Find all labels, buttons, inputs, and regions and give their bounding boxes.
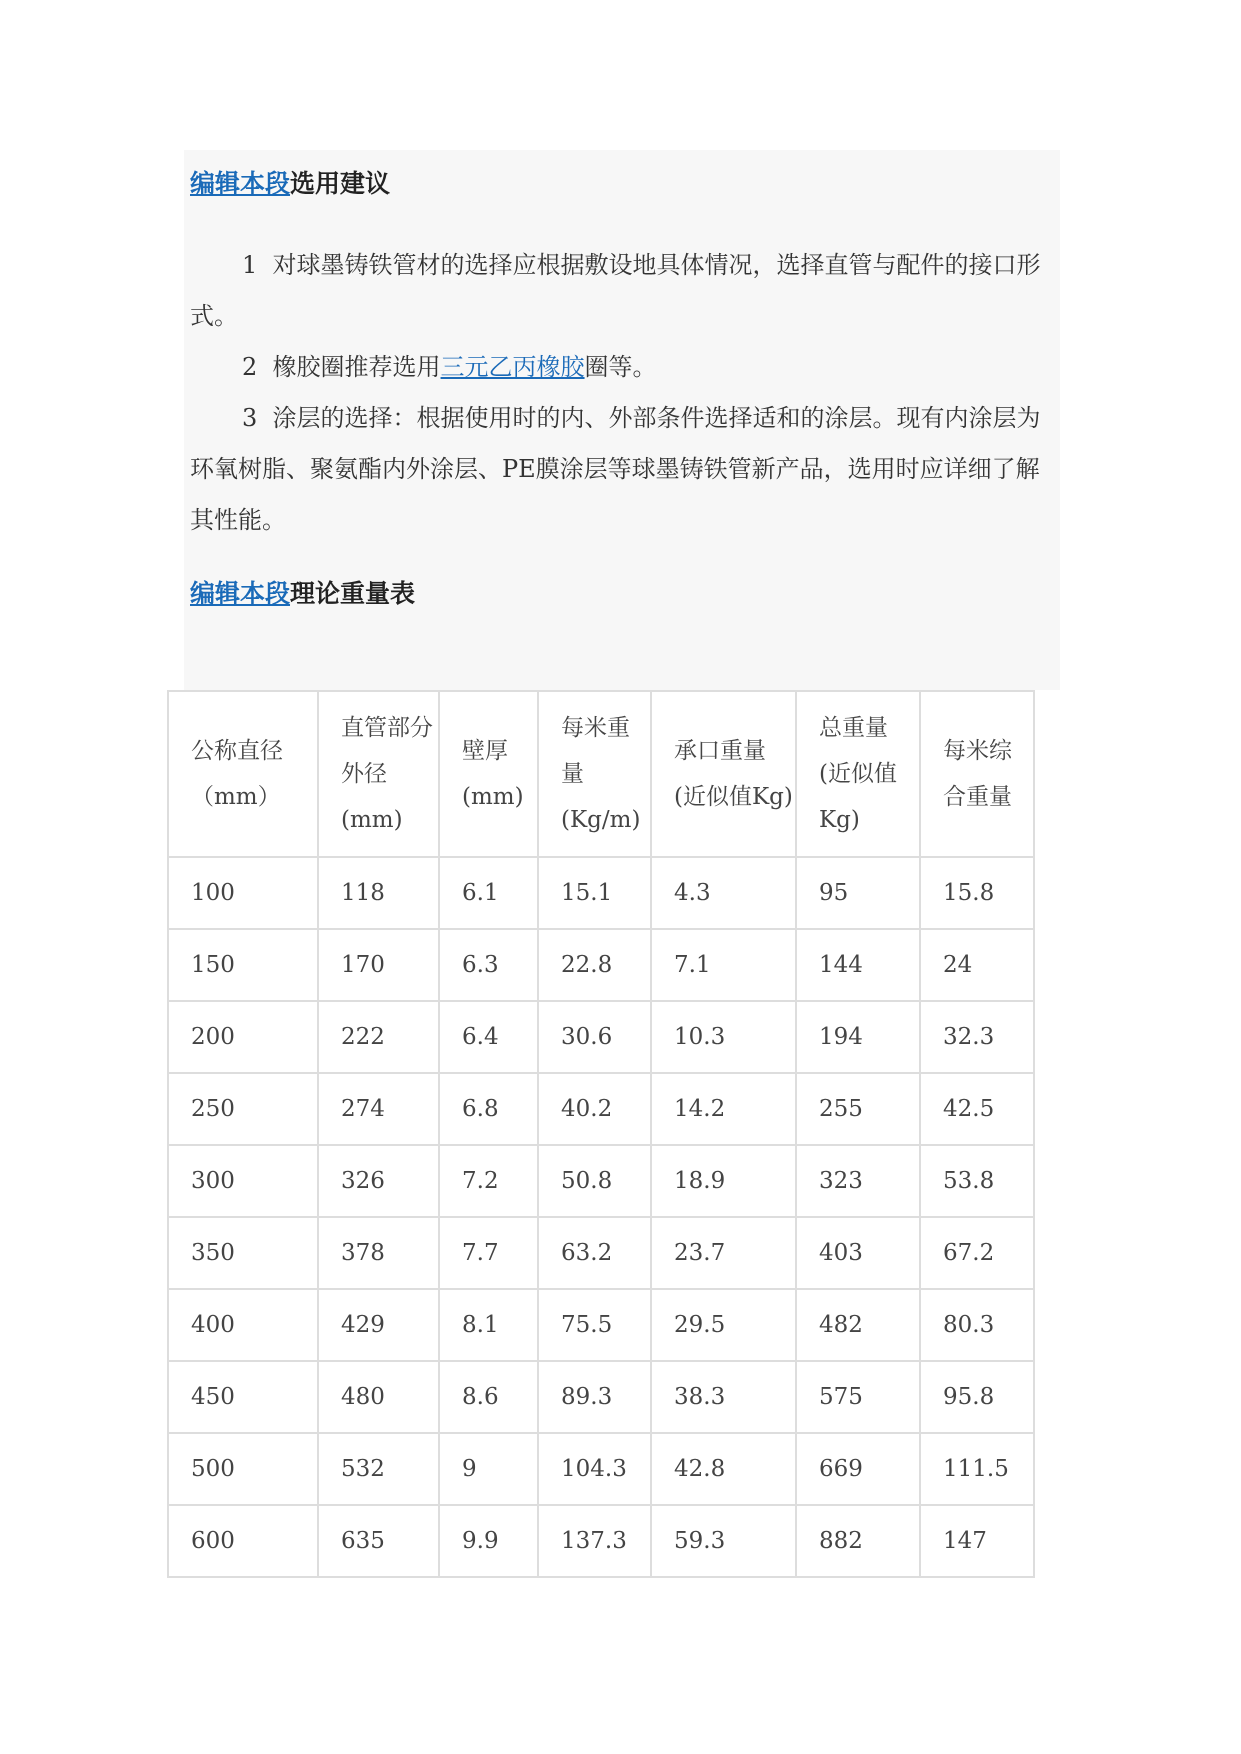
table-cell: 9: [439, 1433, 538, 1505]
edit-section-link[interactable]: 编辑本段: [190, 579, 291, 608]
table-cell: 50.8: [538, 1145, 651, 1217]
table-cell: 118: [318, 857, 439, 929]
table-row: [168, 1289, 1034, 1361]
recommendation-item-1: [190, 240, 1056, 342]
table-cell: 89.3: [538, 1361, 651, 1433]
table-cell: 378: [318, 1217, 439, 1289]
table-cell: 4.3: [651, 857, 796, 929]
table-cell: 104.3: [538, 1433, 651, 1505]
table-cell: 450: [168, 1361, 318, 1433]
table-cell: 170: [318, 929, 439, 1001]
table-cell: 100: [168, 857, 318, 929]
table-cell: 95: [796, 857, 920, 929]
header-socket-weight: 承口重量(近似值Kg): [651, 691, 796, 857]
table-cell: 6.3: [439, 929, 538, 1001]
table-cell: 6.8: [439, 1073, 538, 1145]
item-text-before: 橡胶圈推荐选用: [272, 353, 441, 381]
header-wall-thickness: 壁厚(mm): [439, 691, 538, 857]
table-cell: 137.3: [538, 1505, 651, 1577]
table-row: [168, 1217, 1034, 1289]
table-cell: 6.1: [439, 857, 538, 929]
table-body: [168, 857, 1034, 1577]
table-cell: 429: [318, 1289, 439, 1361]
table-row: [168, 1073, 1034, 1145]
table-cell: 22.8: [538, 929, 651, 1001]
item-text: 涂层的选择：根据使用时的内、外部条件选择适和的涂层。现有内涂层为环氧树脂、聚氨酯内外涂层、PE膜涂层等球墨铸铁管新产品，选用时应详细了解其性能。: [190, 404, 1041, 534]
table-cell: 482: [796, 1289, 920, 1361]
table-cell: 144: [796, 929, 920, 1001]
table-cell: 38.3: [651, 1361, 796, 1433]
table-cell: 250: [168, 1073, 318, 1145]
table-cell: 8.6: [439, 1361, 538, 1433]
table-cell: 500: [168, 1433, 318, 1505]
table-cell: 95.8: [920, 1361, 1034, 1433]
table-cell: 111.5: [920, 1433, 1034, 1505]
table-cell: 7.7: [439, 1217, 538, 1289]
table-cell: 300: [168, 1145, 318, 1217]
table-cell: 403: [796, 1217, 920, 1289]
header-weight-per-meter: 每米重量(Kg/m): [538, 691, 651, 857]
table-cell: 255: [796, 1073, 920, 1145]
table-cell: 14.2: [651, 1073, 796, 1145]
item-number: 3: [242, 404, 258, 432]
theoretical-weight-table: [167, 690, 1035, 1578]
section-heading-weight-table: [190, 578, 415, 610]
table-cell: 6.4: [439, 1001, 538, 1073]
table-cell: 15.8: [920, 857, 1034, 929]
table-cell: 7.1: [651, 929, 796, 1001]
table-cell: 480: [318, 1361, 439, 1433]
table-cell: 15.1: [538, 857, 651, 929]
recommendation-item-3: [190, 393, 1056, 546]
table-cell: 18.9: [651, 1145, 796, 1217]
table-cell: 7.2: [439, 1145, 538, 1217]
table-row: [168, 1001, 1034, 1073]
table-cell: 194: [796, 1001, 920, 1073]
table-row: [168, 1505, 1034, 1577]
table-cell: 882: [796, 1505, 920, 1577]
table-cell: 30.6: [538, 1001, 651, 1073]
table-cell: 40.2: [538, 1073, 651, 1145]
header-nominal-diameter: 公称直径（mm）: [168, 691, 318, 857]
epdm-rubber-link[interactable]: 三元乙丙橡胶: [440, 353, 585, 381]
edit-section-link[interactable]: 编辑本段: [190, 169, 291, 198]
header-outer-diameter: 直管部分外径(mm): [318, 691, 439, 857]
table-cell: 24: [920, 929, 1034, 1001]
table-cell: 75.5: [538, 1289, 651, 1361]
table-cell: 23.7: [651, 1217, 796, 1289]
table-cell: 67.2: [920, 1217, 1034, 1289]
table-row: [168, 857, 1034, 929]
table-cell: 600: [168, 1505, 318, 1577]
recommendation-item-2: [190, 342, 1056, 393]
table-cell: 150: [168, 929, 318, 1001]
item-number: 1: [242, 251, 258, 279]
table-row: [168, 1145, 1034, 1217]
section-title: 理论重量表: [290, 579, 416, 608]
table-cell: 669: [796, 1433, 920, 1505]
table-cell: 32.3: [920, 1001, 1034, 1073]
table-header-row: [168, 691, 1034, 857]
item-number: 2: [242, 353, 258, 381]
table-cell: 200: [168, 1001, 318, 1073]
table-cell: 222: [318, 1001, 439, 1073]
table-cell: 9.9: [439, 1505, 538, 1577]
table-cell: 532: [318, 1433, 439, 1505]
table-cell: 635: [318, 1505, 439, 1577]
table-cell: 8.1: [439, 1289, 538, 1361]
table-cell: 53.8: [920, 1145, 1034, 1217]
table-cell: 59.3: [651, 1505, 796, 1577]
table-cell: 400: [168, 1289, 318, 1361]
section-title: 选用建议: [290, 169, 391, 198]
table-row: [168, 1433, 1034, 1505]
item-text: 对球墨铸铁管材的选择应根据敷设地具体情况，选择直管与配件的接口形式。: [190, 251, 1041, 330]
table-cell: 350: [168, 1217, 318, 1289]
header-combined-weight-per-meter: 每米综合重量: [920, 691, 1034, 857]
table-cell: 575: [796, 1361, 920, 1433]
item-text-after: 圈等。: [584, 353, 657, 381]
table-cell: 29.5: [651, 1289, 796, 1361]
table-cell: 274: [318, 1073, 439, 1145]
table-cell: 42.5: [920, 1073, 1034, 1145]
table-cell: 42.8: [651, 1433, 796, 1505]
table-cell: 323: [796, 1145, 920, 1217]
section-heading-recommendations: [190, 168, 390, 200]
table-cell: 326: [318, 1145, 439, 1217]
table-cell: 80.3: [920, 1289, 1034, 1361]
table-cell: 10.3: [651, 1001, 796, 1073]
table-cell: 147: [920, 1505, 1034, 1577]
table-row: [168, 929, 1034, 1001]
table-row: [168, 1361, 1034, 1433]
table-cell: 63.2: [538, 1217, 651, 1289]
header-total-weight: 总重量(近似值Kg): [796, 691, 920, 857]
